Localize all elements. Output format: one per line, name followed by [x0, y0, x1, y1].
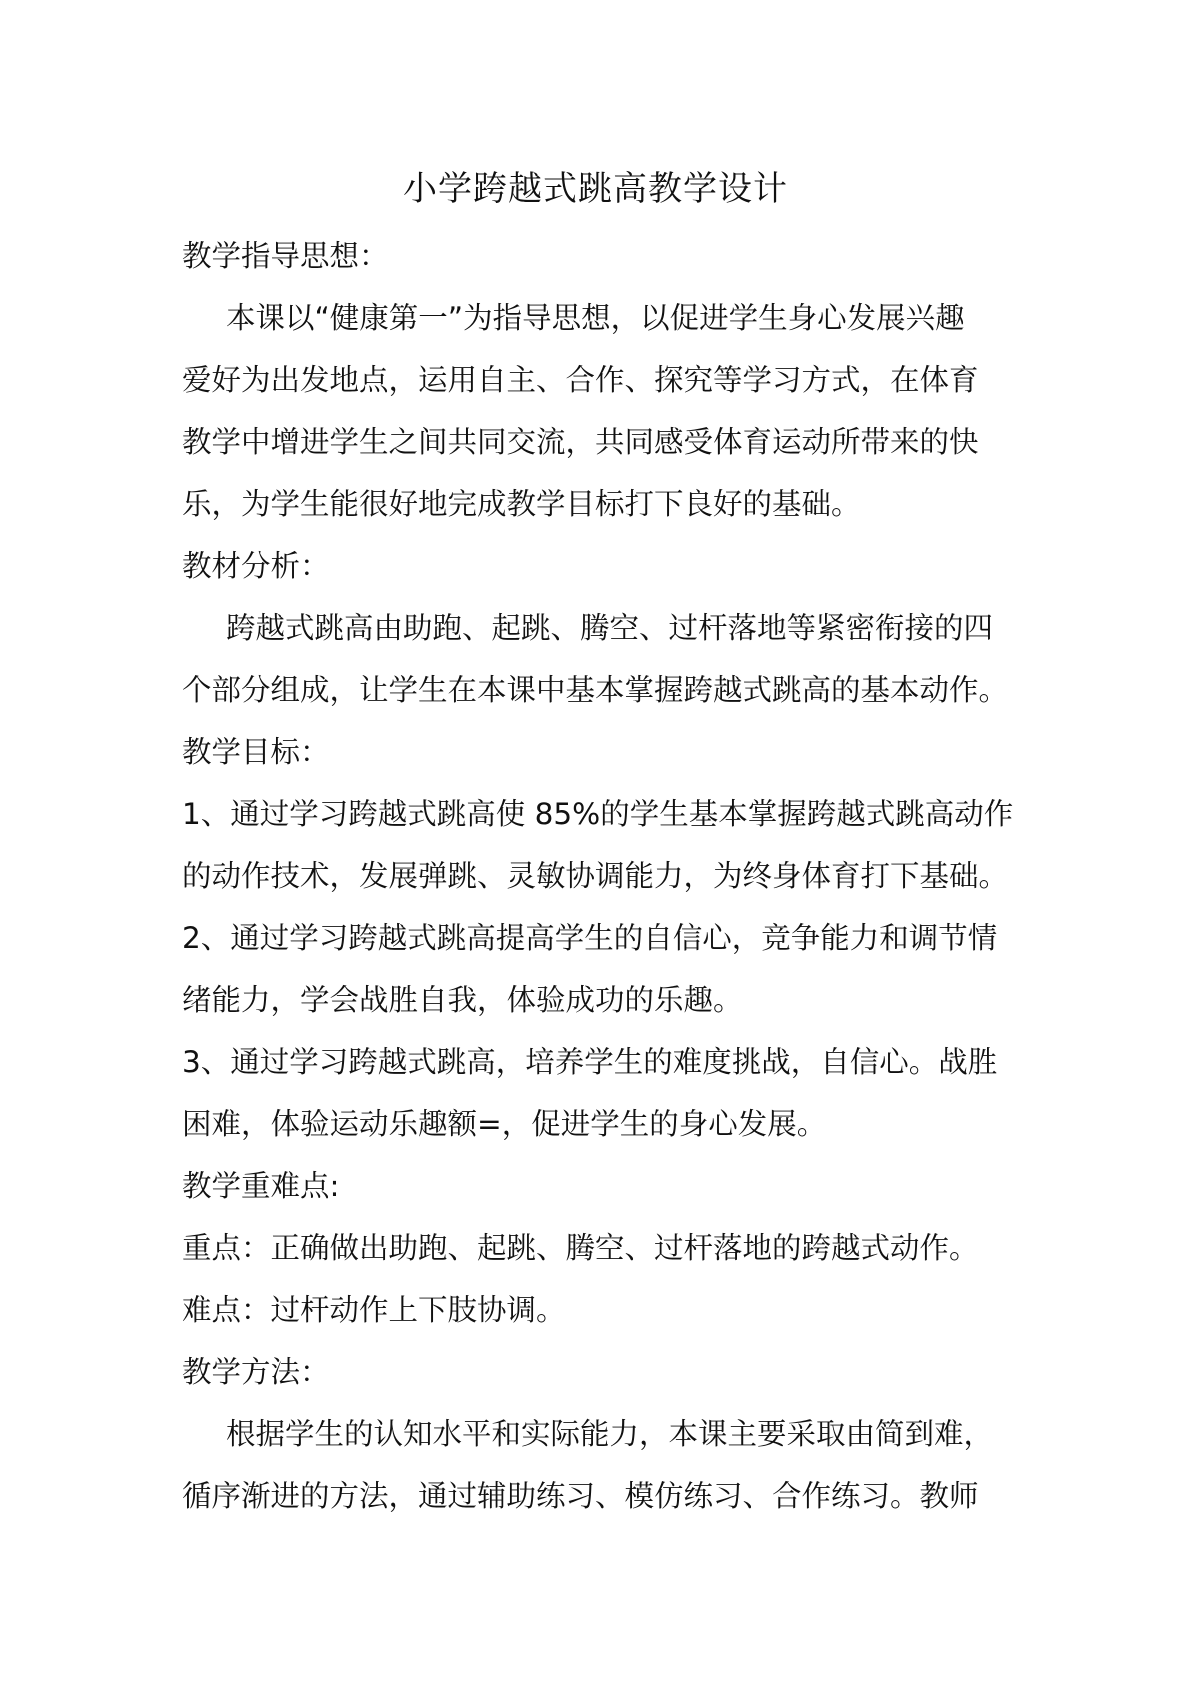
section-heading-teaching-methods: 教学方法： [182, 1355, 330, 1389]
difficult-point-line: 难点：过杆动作上下肢协调。 [182, 1293, 566, 1327]
section-heading-teaching-philosophy: 教学指导思想： [182, 239, 389, 273]
goal-line: 3、通过学习跨越式跳高，培养学生的难度挑战，自信心。战胜 [182, 1045, 998, 1079]
goal-line: 1、通过学习跨越式跳高使 85%的学生基本掌握跨越式跳高动作 [182, 797, 1014, 831]
body-line: 教学中增进学生之间共同交流，共同感受体育运动所带来的快 [182, 425, 979, 459]
body-line: 循序渐进的方法，通过辅助练习、模仿练习、合作练习。教师 [182, 1479, 979, 1513]
body-line: 本课以“健康第一”为指导思想，以促进学生身心发展兴趣 [226, 301, 965, 335]
document-body [182, 225, 1012, 1527]
body-line: 跨越式跳高由助跑、起跳、腾空、过杆落地等紧密衔接的四 [226, 611, 994, 645]
goal-line: 的动作技术，发展弹跳、灵敏协调能力，为终身体育打下基础。 [182, 859, 1009, 893]
document-title: 小学跨越式跳高教学设计 [403, 169, 788, 209]
goal-line: 困难，体验运动乐趣额=，促进学生的身心发展。 [182, 1107, 827, 1141]
body-line: 根据学生的认知水平和实际能力，本课主要采取由简到难， [226, 1417, 994, 1451]
section-heading-key-difficult-points: 教学重难点: [182, 1169, 340, 1203]
body-line: 个部分组成，让学生在本课中基本掌握跨越式跳高的基本动作。 [182, 673, 1009, 707]
section-heading-material-analysis: 教材分析： [182, 549, 330, 583]
key-point-line: 重点：正确做出助跑、起跳、腾空、过杆落地的跨越式动作。 [182, 1231, 979, 1265]
body-line: 乐，为学生能很好地完成教学目标打下良好的基础。 [182, 487, 861, 521]
goal-line: 绪能力，学会战胜自我，体验成功的乐趣。 [182, 983, 743, 1017]
body-line: 爱好为出发地点，运用自主、合作、探究等学习方式，在体育 [182, 363, 979, 397]
goal-line: 2、通过学习跨越式跳高提高学生的自信心，竞争能力和调节情 [182, 921, 998, 955]
section-heading-teaching-goals: 教学目标： [182, 735, 330, 769]
